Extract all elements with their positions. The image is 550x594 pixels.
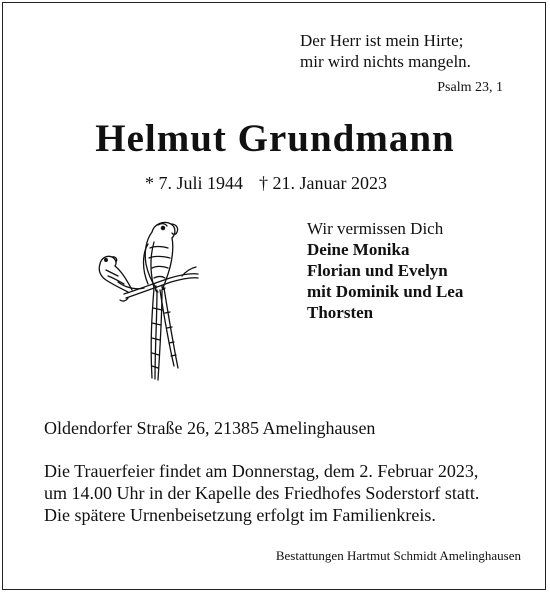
bible-quote: [300, 30, 520, 72]
ceremony-line-1: Die Trauerfeier findet am Donnerstag, dem 2. Februar 2023,: [44, 461, 479, 481]
parrots-on-branch-icon: [92, 218, 202, 383]
family-address: Oldendorfer Straße 26, 21385 Amelinghausen: [44, 418, 376, 438]
ceremony-info: [44, 460, 479, 526]
mourner-name: Florian und Evelyn: [307, 261, 448, 280]
mourners-block: [307, 218, 463, 323]
mourners-intro: Wir vermissen Dich: [307, 219, 444, 238]
quote-line-2: mir wird nichts mangeln.: [300, 52, 471, 71]
ceremony-line-2: um 14.00 Uhr in der Kapelle des Friedhofes Soderstorf statt.: [44, 483, 480, 503]
quote-source: Psalm 23, 1: [437, 80, 503, 95]
undertaker-credit: Bestattungen Hartmut Schmidt Amelinghausen: [275, 548, 521, 563]
ceremony-line-3: Die spätere Urnenbeisetzung erfolgt im Familienkreis.: [44, 505, 436, 525]
mourner-name: Thorsten: [307, 303, 374, 322]
quote-line-1: Der Herr ist mein Hirte;: [300, 31, 464, 50]
death-date: † 21. Januar 2023: [259, 173, 387, 193]
birth-date: * 7. Juli 1944: [145, 173, 244, 193]
deceased-name: Helmut Grundmann: [95, 117, 455, 160]
mourner-name: Deine Monika: [307, 240, 410, 259]
life-dates: [145, 173, 387, 194]
mourner-name: mit Dominik und Lea: [307, 282, 464, 301]
